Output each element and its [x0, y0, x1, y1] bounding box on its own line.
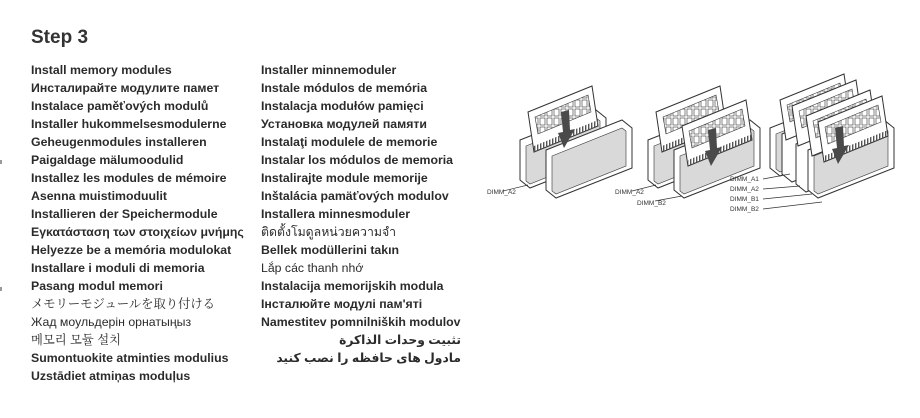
instruction-item: Жад моульдерін орнатыңыз [31, 315, 192, 329]
instruction-item: Εγκατάσταση των στοιχείων μνήμης [31, 225, 244, 239]
instruction-item: Instalace paměťových modulů [31, 99, 209, 113]
instruction-item: ติดตั้งโมดูลหน่วยความจำ [261, 225, 397, 239]
dimm-label: DIMM_A2 [730, 186, 759, 193]
instruction-item: Instale módulos de memória [261, 81, 428, 95]
instruction-item: تثبيت وحدات الذاكرة [339, 333, 461, 347]
instruction-item: Инсталирайте модулите памет [31, 81, 220, 95]
instruction-item: Installer hukommelsesmodulerne [31, 117, 227, 131]
instruction-item: Geheugenmodules installeren [31, 135, 207, 149]
instruction-item: Asenna muistimoduulit [31, 189, 167, 203]
instruction-item: Установка модулей памяти [261, 117, 427, 131]
dimm-label: DIMM_A2 [487, 189, 516, 196]
instruction-item: Installera minnesmoduler [261, 207, 410, 221]
instruction-item: مادول های حافظه را نصب کنید [276, 351, 461, 365]
instruction-item: Інсталюйте модулі пам'яті [261, 297, 423, 311]
instruction-item: Uzstādiet atmiņas moduļus [31, 369, 191, 383]
instruction-item: Instalirajte module memorije [261, 171, 428, 185]
instruction-item: Installez les modules de mémoire [31, 171, 227, 185]
dimm-label: DIMM_B2 [637, 200, 666, 207]
instruction-item: Pasang modul memori [31, 279, 163, 293]
instruction-item: Installer minnemoduler [261, 63, 397, 77]
instruction-item: Instalaţi modulele de memorie [261, 135, 438, 149]
instruction-item: Installieren der Speichermodule [31, 207, 218, 221]
dimm-label: DIMM_B2 [730, 206, 759, 213]
instruction-item: Installare i moduli di memoria [31, 261, 205, 275]
instruction-item: Lắp các thanh nhớ [261, 261, 364, 275]
instruction-item: メモリーモジュールを取り付ける [31, 297, 215, 311]
instruction-item: Bellek modüllerini takın [261, 243, 400, 257]
instruction-item: Inštalácia pamäťových modulov [261, 189, 449, 203]
instruction-item: Sumontuokite atminties modulius [31, 351, 229, 365]
instruction-item: 메모리 모듈 설치 [31, 333, 121, 347]
instruction-item: Instalar los módulos de memoria [261, 153, 454, 167]
instruction-item: Paigaldage mälumoodulid [31, 153, 184, 167]
dimm-label: DIMM_B1 [730, 196, 759, 203]
instruction-item: Install memory modules [31, 63, 172, 77]
dimm-label: DIMM_A2 [615, 189, 644, 196]
instruction-item: Helyezze be a memória modulokat [31, 243, 232, 257]
instruction-item: Instalacija memorijskih modula [261, 279, 444, 293]
instruction-item: Instalacja modułów pamięci [261, 99, 424, 113]
step-title: Step 3 [31, 27, 89, 48]
dimm-label: DIMM_A1 [730, 176, 759, 183]
diagram-one-module [487, 86, 632, 198]
instruction-item: Namestitev pomnilniških modulov [261, 315, 461, 329]
